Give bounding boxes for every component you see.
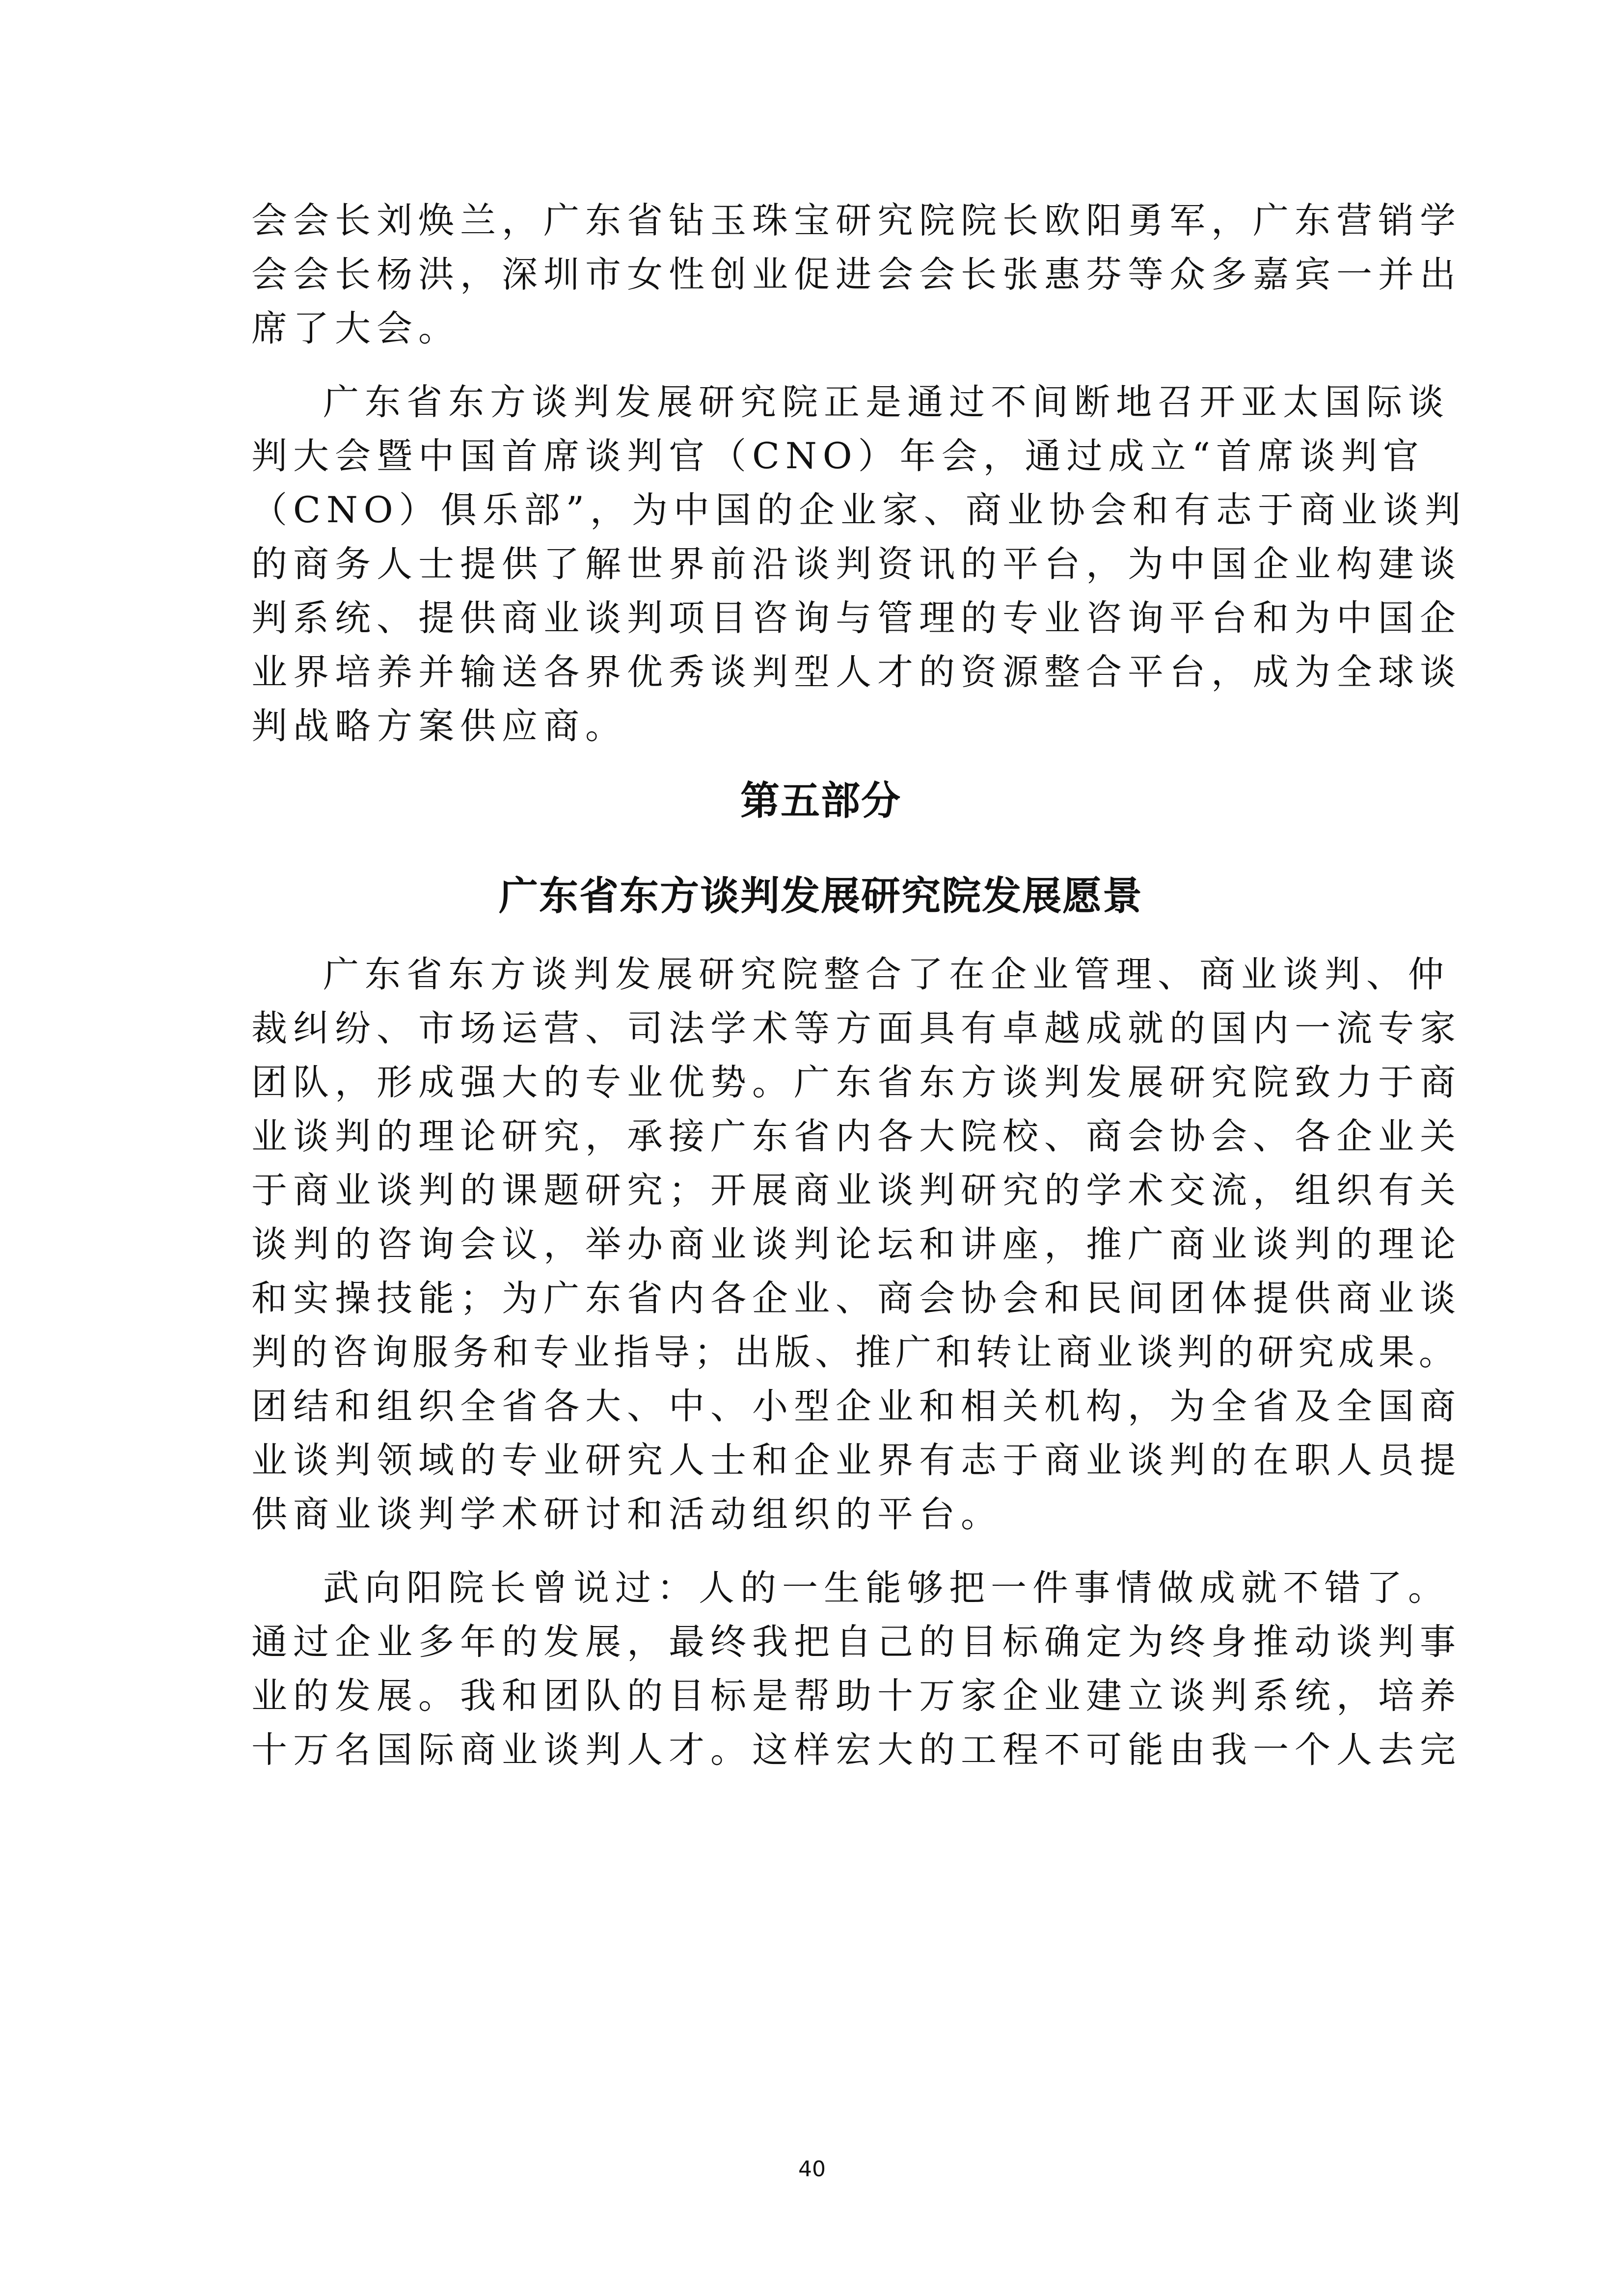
text-line: 判大会暨中国首席谈判官（CNO）年会，通过成立“首席谈判官 [251, 435, 1425, 477]
page-number: 40 [798, 2157, 826, 2182]
paragraph-guests [251, 194, 1462, 356]
text-line: 判系统、提供商业谈判项目咨询与管理的专业咨询平台和为中国企 [251, 597, 1462, 639]
paragraph-institute-profile [251, 948, 1462, 1542]
text-line: 业谈判的理论研究，承接广东省内各大院校、商会协会、各企业关 [251, 1116, 1462, 1157]
text-line: 于商业谈判的课题研究；开展商业谈判研究的学术交流，组织有关 [251, 1170, 1462, 1211]
page-content [251, 194, 1466, 1777]
paragraph-dean-quote [251, 1561, 1462, 1777]
text-line: 的商务人士提供了解世界前沿谈判资讯的平台，为中国企业构建谈 [251, 543, 1462, 585]
text-line: 业界培养并输送各界优秀谈判型人才的资源整合平台，成为全球谈 [251, 651, 1462, 693]
text-line: 裁纠纷、市场运营、司法学术等方面具有卓越成就的国内一流专家 [251, 1008, 1462, 1049]
text-line: 业谈判领域的专业研究人士和企业界有志于商业谈判的在职人员提 [251, 1440, 1462, 1481]
text-line: 通过企业多年的发展，最终我把自己的目标确定为终身推动谈判事 [251, 1621, 1462, 1663]
text-line: 团队，形成强大的专业优势。广东省东方谈判发展研究院致力于商 [251, 1062, 1462, 1103]
text-line: 判战略方案供应商。 [251, 705, 627, 747]
text-line: 会会长刘焕兰，广东省钻玉珠宝研究院院长欧阳勇军，广东营销学 [251, 200, 1462, 241]
text-line: 十万名国际商业谈判人才。这样宏大的工程不可能由我一个人去完 [251, 1729, 1462, 1771]
text-line: 和实操技能；为广东省内各企业、商会协会和民间团体提供商业谈 [251, 1278, 1462, 1319]
text-line: 供商业谈判学术研讨和活动组织的平台。 [251, 1494, 1002, 1535]
section-part-heading: 第五部分 [740, 778, 901, 824]
paragraph-platform [251, 375, 1466, 753]
text-line: 谈判的咨询会议，举办商业谈判论坛和讲座，推广商业谈判的理论 [251, 1224, 1462, 1265]
text-line: 判的咨询服务和专业指导；出版、推广和转让商业谈判的研究成果。 [251, 1332, 1459, 1373]
text-line: 武向阳院长曾说过：人的一生能够把一件事情做成就不错了。 [323, 1567, 1450, 1609]
text-line: 广东省东方谈判发展研究院整合了在企业管理、商业谈判、仲 [323, 954, 1450, 995]
text-line: 广东省东方谈判发展研究院正是通过不间断地召开亚太国际谈 [323, 381, 1450, 423]
text-line: 团结和组织全省各大、中、小型企业和相关机构，为全省及全国商 [251, 1386, 1462, 1427]
text-line: 席了大会。 [251, 308, 460, 349]
text-line: （CNO）俱乐部”，为中国的企业家、商业协会和有志于商业谈判 [251, 489, 1466, 531]
section-title: 广东省东方谈判发展研究院发展愿景 [499, 873, 1143, 919]
text-line: 业的发展。我和团队的目标是帮助十万家企业建立谈判系统，培养 [251, 1675, 1462, 1717]
text-line: 会会长杨洪，深圳市女性创业促进会会长张惠芬等众多嘉宾一并出 [251, 254, 1462, 295]
